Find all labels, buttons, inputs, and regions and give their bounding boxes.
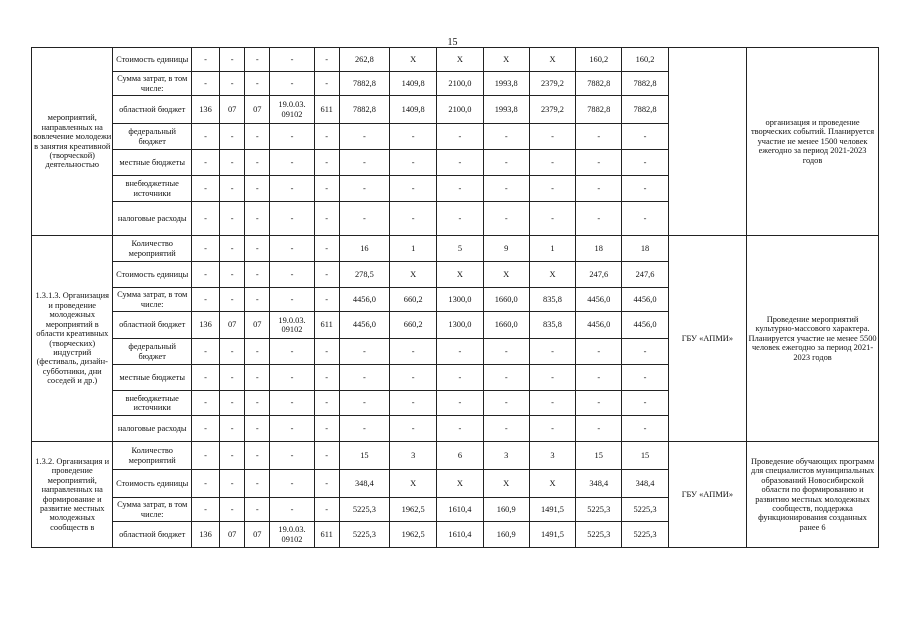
value-cell-s2: 247,6: [622, 262, 668, 288]
value-cell-s1: -: [576, 416, 622, 442]
value-cell-c1: -: [191, 391, 219, 416]
value-cell-s1: -: [576, 176, 622, 202]
value-cell-c1: 136: [191, 312, 219, 339]
value-cell-y4: 1491,5: [529, 522, 575, 548]
value-cell-c3: -: [245, 262, 270, 288]
value-cell-y2: 2100,0: [437, 72, 483, 96]
value-cell-c2: -: [220, 262, 245, 288]
value-cell-c1: -: [191, 150, 219, 176]
value-cell-y3: 1993,8: [483, 96, 529, 124]
value-cell-c2: -: [220, 202, 245, 236]
task-name-cell: мероприятий, направленных на вовлечение молодежи в занятия креативной (творческой) деятельностью: [32, 48, 113, 236]
value-cell-y1: -: [390, 416, 437, 442]
value-cell-y2: -: [437, 176, 483, 202]
value-cell-y1: 1409,8: [390, 96, 437, 124]
value-cell-c4: -: [270, 498, 314, 522]
value-cell-total: 16: [339, 236, 389, 262]
value-cell-c5: -: [314, 498, 339, 522]
value-cell-c2: -: [220, 288, 245, 312]
value-cell-y4: X: [529, 262, 575, 288]
value-cell-s1: 5225,3: [576, 522, 622, 548]
value-cell-s2: -: [622, 365, 668, 391]
value-cell-c4: -: [270, 236, 314, 262]
value-cell-y1: -: [390, 339, 437, 365]
indicator-label-cell: внебюджетные источники: [113, 391, 191, 416]
value-cell-y4: 1: [529, 236, 575, 262]
value-cell-s1: -: [576, 202, 622, 236]
value-cell-total: -: [339, 124, 389, 150]
value-cell-c5: -: [314, 262, 339, 288]
value-cell-c2: -: [220, 416, 245, 442]
value-cell-s2: 348,4: [622, 470, 668, 498]
value-cell-y1: X: [390, 470, 437, 498]
value-cell-s1: 15: [576, 442, 622, 470]
value-cell-c2: -: [220, 236, 245, 262]
value-cell-c2: -: [220, 365, 245, 391]
value-cell-total: 7882,8: [339, 72, 389, 96]
value-cell-s2: 4456,0: [622, 288, 668, 312]
value-cell-c2: -: [220, 339, 245, 365]
value-cell-c3: -: [245, 202, 270, 236]
value-cell-s1: 4456,0: [576, 312, 622, 339]
value-cell-c4: -: [270, 202, 314, 236]
value-cell-c2: -: [220, 498, 245, 522]
value-cell-y4: 835,8: [529, 288, 575, 312]
value-cell-c3: -: [245, 124, 270, 150]
executor-cell: [668, 48, 746, 236]
value-cell-s1: 7882,8: [576, 96, 622, 124]
value-cell-c1: -: [191, 236, 219, 262]
value-cell-y1: -: [390, 391, 437, 416]
value-cell-y1: 1409,8: [390, 72, 437, 96]
value-cell-y1: -: [390, 176, 437, 202]
value-cell-y1: 1962,5: [390, 522, 437, 548]
value-cell-total: 5225,3: [339, 522, 389, 548]
value-cell-s1: -: [576, 150, 622, 176]
value-cell-y2: -: [437, 391, 483, 416]
value-cell-c3: -: [245, 339, 270, 365]
indicator-label-cell: местные бюджеты: [113, 150, 191, 176]
value-cell-c4: 19.0.03. 09102: [270, 312, 314, 339]
value-cell-y4: -: [529, 150, 575, 176]
value-cell-c4: -: [270, 442, 314, 470]
value-cell-c2: -: [220, 48, 245, 72]
value-cell-c3: 07: [245, 522, 270, 548]
page-number: 15: [447, 37, 458, 48]
indicator-label-cell: Сумма затрат, в том числе:: [113, 498, 191, 522]
value-cell-s1: 348,4: [576, 470, 622, 498]
value-cell-y3: -: [483, 416, 529, 442]
indicator-label-cell: внебюджетные источники: [113, 176, 191, 202]
value-cell-c4: -: [270, 288, 314, 312]
value-cell-y2: 5: [437, 236, 483, 262]
value-cell-c4: -: [270, 48, 314, 72]
value-cell-c2: -: [220, 470, 245, 498]
value-cell-y4: -: [529, 202, 575, 236]
indicator-label-cell: Стоимость единицы: [113, 262, 191, 288]
value-cell-c4: 19.0.03. 09102: [270, 522, 314, 548]
indicator-label-cell: областной бюджет: [113, 96, 191, 124]
value-cell-y4: -: [529, 416, 575, 442]
value-cell-total: -: [339, 176, 389, 202]
value-cell-y3: 3: [483, 442, 529, 470]
value-cell-c3: -: [245, 470, 270, 498]
value-cell-c5: -: [314, 339, 339, 365]
expected-result-cell: Проведение мероприятий культурно-массового характера. Планируется участие не менее 5500 человек ежегодно за период 2021-2023 годов: [747, 236, 879, 442]
value-cell-y1: X: [390, 48, 437, 72]
value-cell-c3: -: [245, 498, 270, 522]
value-cell-y3: X: [483, 470, 529, 498]
value-cell-c5: -: [314, 470, 339, 498]
value-cell-c2: -: [220, 150, 245, 176]
value-cell-y3: 1660,0: [483, 288, 529, 312]
value-cell-s2: 4456,0: [622, 312, 668, 339]
value-cell-c5: 611: [314, 96, 339, 124]
value-cell-y1: -: [390, 124, 437, 150]
value-cell-total: 15: [339, 442, 389, 470]
value-cell-c2: -: [220, 391, 245, 416]
value-cell-c4: -: [270, 262, 314, 288]
value-cell-c2: 07: [220, 522, 245, 548]
value-cell-y3: 9: [483, 236, 529, 262]
value-cell-c3: -: [245, 150, 270, 176]
value-cell-total: -: [339, 391, 389, 416]
value-cell-total: 348,4: [339, 470, 389, 498]
value-cell-y3: 160,9: [483, 498, 529, 522]
value-cell-s2: 5225,3: [622, 522, 668, 548]
value-cell-c1: -: [191, 416, 219, 442]
value-cell-y3: -: [483, 339, 529, 365]
value-cell-c1: -: [191, 365, 219, 391]
value-cell-s2: -: [622, 339, 668, 365]
value-cell-c4: -: [270, 72, 314, 96]
value-cell-y1: -: [390, 150, 437, 176]
value-cell-y2: -: [437, 150, 483, 176]
value-cell-y2: -: [437, 202, 483, 236]
value-cell-c1: -: [191, 470, 219, 498]
value-cell-y1: 660,2: [390, 288, 437, 312]
task-name-cell: 1.3.2. Организация и проведение мероприятий, направленных на формирование и развитие местных молодежных сообществ в: [32, 442, 113, 548]
value-cell-c1: -: [191, 442, 219, 470]
value-cell-c1: -: [191, 339, 219, 365]
value-cell-y3: X: [483, 262, 529, 288]
value-cell-total: -: [339, 416, 389, 442]
value-cell-y2: -: [437, 416, 483, 442]
value-cell-s2: 7882,8: [622, 72, 668, 96]
indicator-label-cell: налоговые расходы: [113, 202, 191, 236]
value-cell-c4: -: [270, 391, 314, 416]
value-cell-c2: -: [220, 124, 245, 150]
value-cell-total: -: [339, 339, 389, 365]
indicator-label-cell: Сумма затрат, в том числе:: [113, 72, 191, 96]
value-cell-y2: X: [437, 470, 483, 498]
indicator-label-cell: Сумма затрат, в том числе:: [113, 288, 191, 312]
indicator-label-cell: областной бюджет: [113, 522, 191, 548]
value-cell-y3: -: [483, 176, 529, 202]
value-cell-y4: -: [529, 391, 575, 416]
value-cell-c3: -: [245, 391, 270, 416]
value-cell-c5: -: [314, 124, 339, 150]
value-cell-y3: -: [483, 124, 529, 150]
value-cell-y4: -: [529, 339, 575, 365]
executor-cell: ГБУ «АПМИ»: [668, 442, 746, 548]
value-cell-c5: -: [314, 48, 339, 72]
table-row: [32, 442, 879, 470]
value-cell-c5: -: [314, 442, 339, 470]
value-cell-c5: -: [314, 176, 339, 202]
indicator-label-cell: федеральный бюджет: [113, 124, 191, 150]
value-cell-c1: 136: [191, 96, 219, 124]
value-cell-s1: -: [576, 365, 622, 391]
value-cell-y1: -: [390, 202, 437, 236]
value-cell-s1: -: [576, 391, 622, 416]
value-cell-c2: -: [220, 442, 245, 470]
value-cell-c4: -: [270, 150, 314, 176]
value-cell-s2: -: [622, 391, 668, 416]
expected-result-cell: организация и проведение творческих событий. Планируется участие не менее 1500 человек ежегодно за период 2021-2023 годов: [747, 48, 879, 236]
value-cell-s2: -: [622, 150, 668, 176]
value-cell-total: 262,8: [339, 48, 389, 72]
value-cell-c5: -: [314, 288, 339, 312]
expected-result-cell: Проведение обучающих программ для специалистов муниципальных образований Новосибирской области по формированию и развитию местных молодежных сообществ, поддержка функционирования созданных ранее 6: [747, 442, 879, 548]
program-table: [31, 47, 879, 548]
value-cell-c3: -: [245, 365, 270, 391]
value-cell-s2: 160,2: [622, 48, 668, 72]
value-cell-y1: X: [390, 262, 437, 288]
value-cell-y2: 1300,0: [437, 312, 483, 339]
value-cell-c4: -: [270, 470, 314, 498]
value-cell-c3: -: [245, 176, 270, 202]
value-cell-y4: X: [529, 48, 575, 72]
value-cell-c3: -: [245, 288, 270, 312]
value-cell-y3: 1993,8: [483, 72, 529, 96]
value-cell-s1: -: [576, 339, 622, 365]
value-cell-s1: 5225,3: [576, 498, 622, 522]
indicator-label-cell: Количество мероприятий: [113, 236, 191, 262]
value-cell-s2: 18: [622, 236, 668, 262]
indicator-label-cell: Количество мероприятий: [113, 442, 191, 470]
value-cell-s1: 18: [576, 236, 622, 262]
value-cell-y4: 835,8: [529, 312, 575, 339]
value-cell-y2: 1610,4: [437, 522, 483, 548]
value-cell-y2: -: [437, 339, 483, 365]
value-cell-total: 7882,8: [339, 96, 389, 124]
value-cell-c5: -: [314, 391, 339, 416]
value-cell-c3: 07: [245, 96, 270, 124]
indicator-label-cell: местные бюджеты: [113, 365, 191, 391]
value-cell-y2: -: [437, 365, 483, 391]
value-cell-c5: -: [314, 150, 339, 176]
value-cell-c5: -: [314, 365, 339, 391]
value-cell-y3: -: [483, 365, 529, 391]
value-cell-s2: -: [622, 202, 668, 236]
value-cell-y1: 1: [390, 236, 437, 262]
value-cell-c5: -: [314, 236, 339, 262]
value-cell-y3: 1660,0: [483, 312, 529, 339]
value-cell-c4: 19.0.03. 09102: [270, 96, 314, 124]
value-cell-y3: -: [483, 391, 529, 416]
value-cell-y4: X: [529, 470, 575, 498]
value-cell-y4: 2379,2: [529, 96, 575, 124]
value-cell-y2: 1610,4: [437, 498, 483, 522]
value-cell-y3: 160,9: [483, 522, 529, 548]
value-cell-y1: -: [390, 365, 437, 391]
indicator-label-cell: федеральный бюджет: [113, 339, 191, 365]
value-cell-total: 5225,3: [339, 498, 389, 522]
value-cell-s2: -: [622, 124, 668, 150]
value-cell-s1: 4456,0: [576, 288, 622, 312]
value-cell-c2: 07: [220, 312, 245, 339]
value-cell-y4: 3: [529, 442, 575, 470]
value-cell-total: 4456,0: [339, 288, 389, 312]
value-cell-c5: -: [314, 202, 339, 236]
table-row: [32, 236, 879, 262]
value-cell-c3: -: [245, 72, 270, 96]
table-row: [32, 48, 879, 72]
value-cell-c4: -: [270, 416, 314, 442]
value-cell-y3: -: [483, 150, 529, 176]
indicator-label-cell: областной бюджет: [113, 312, 191, 339]
value-cell-c1: -: [191, 202, 219, 236]
value-cell-y3: -: [483, 202, 529, 236]
value-cell-c1: -: [191, 288, 219, 312]
value-cell-c5: 611: [314, 522, 339, 548]
value-cell-c3: -: [245, 416, 270, 442]
value-cell-y2: 1300,0: [437, 288, 483, 312]
indicator-label-cell: Стоимость единицы: [113, 470, 191, 498]
value-cell-y2: 2100,0: [437, 96, 483, 124]
value-cell-s2: -: [622, 176, 668, 202]
executor-cell: ГБУ «АПМИ»: [668, 236, 746, 442]
value-cell-c5: 611: [314, 312, 339, 339]
value-cell-y4: 1491,5: [529, 498, 575, 522]
value-cell-y2: -: [437, 124, 483, 150]
value-cell-s2: 15: [622, 442, 668, 470]
value-cell-c3: 07: [245, 312, 270, 339]
value-cell-c1: -: [191, 72, 219, 96]
value-cell-c1: -: [191, 262, 219, 288]
value-cell-c2: -: [220, 176, 245, 202]
value-cell-y1: 3: [390, 442, 437, 470]
value-cell-y1: 1962,5: [390, 498, 437, 522]
value-cell-s1: 247,6: [576, 262, 622, 288]
value-cell-s2: 5225,3: [622, 498, 668, 522]
value-cell-c3: -: [245, 48, 270, 72]
value-cell-c2: -: [220, 72, 245, 96]
value-cell-s2: -: [622, 416, 668, 442]
value-cell-c4: -: [270, 176, 314, 202]
value-cell-y4: -: [529, 124, 575, 150]
value-cell-y4: 2379,2: [529, 72, 575, 96]
value-cell-y4: -: [529, 365, 575, 391]
value-cell-c1: -: [191, 48, 219, 72]
value-cell-total: -: [339, 150, 389, 176]
value-cell-y1: 660,2: [390, 312, 437, 339]
value-cell-s1: -: [576, 124, 622, 150]
value-cell-c3: -: [245, 236, 270, 262]
value-cell-s1: 160,2: [576, 48, 622, 72]
value-cell-s2: 7882,8: [622, 96, 668, 124]
value-cell-c3: -: [245, 442, 270, 470]
indicator-label-cell: Стоимость единицы: [113, 48, 191, 72]
table-body: [32, 48, 879, 548]
value-cell-y3: X: [483, 48, 529, 72]
task-name-cell: 1.3.1.3. Организация и проведение молодежных мероприятий в области креативных (творческих) индустрий (фестиваль, дизайн-субботники, дни соседей и др.): [32, 236, 113, 442]
value-cell-c4: -: [270, 124, 314, 150]
value-cell-c5: -: [314, 72, 339, 96]
value-cell-c5: -: [314, 416, 339, 442]
value-cell-total: -: [339, 365, 389, 391]
value-cell-c1: 136: [191, 522, 219, 548]
value-cell-c1: -: [191, 176, 219, 202]
value-cell-c1: -: [191, 498, 219, 522]
indicator-label-cell: налоговые расходы: [113, 416, 191, 442]
value-cell-s1: 7882,8: [576, 72, 622, 96]
value-cell-c1: -: [191, 124, 219, 150]
value-cell-c4: -: [270, 365, 314, 391]
value-cell-total: 4456,0: [339, 312, 389, 339]
value-cell-y4: -: [529, 176, 575, 202]
value-cell-c4: -: [270, 339, 314, 365]
value-cell-total: 278,5: [339, 262, 389, 288]
value-cell-total: -: [339, 202, 389, 236]
value-cell-y2: X: [437, 262, 483, 288]
value-cell-y2: X: [437, 48, 483, 72]
value-cell-c2: 07: [220, 96, 245, 124]
value-cell-y2: 6: [437, 442, 483, 470]
